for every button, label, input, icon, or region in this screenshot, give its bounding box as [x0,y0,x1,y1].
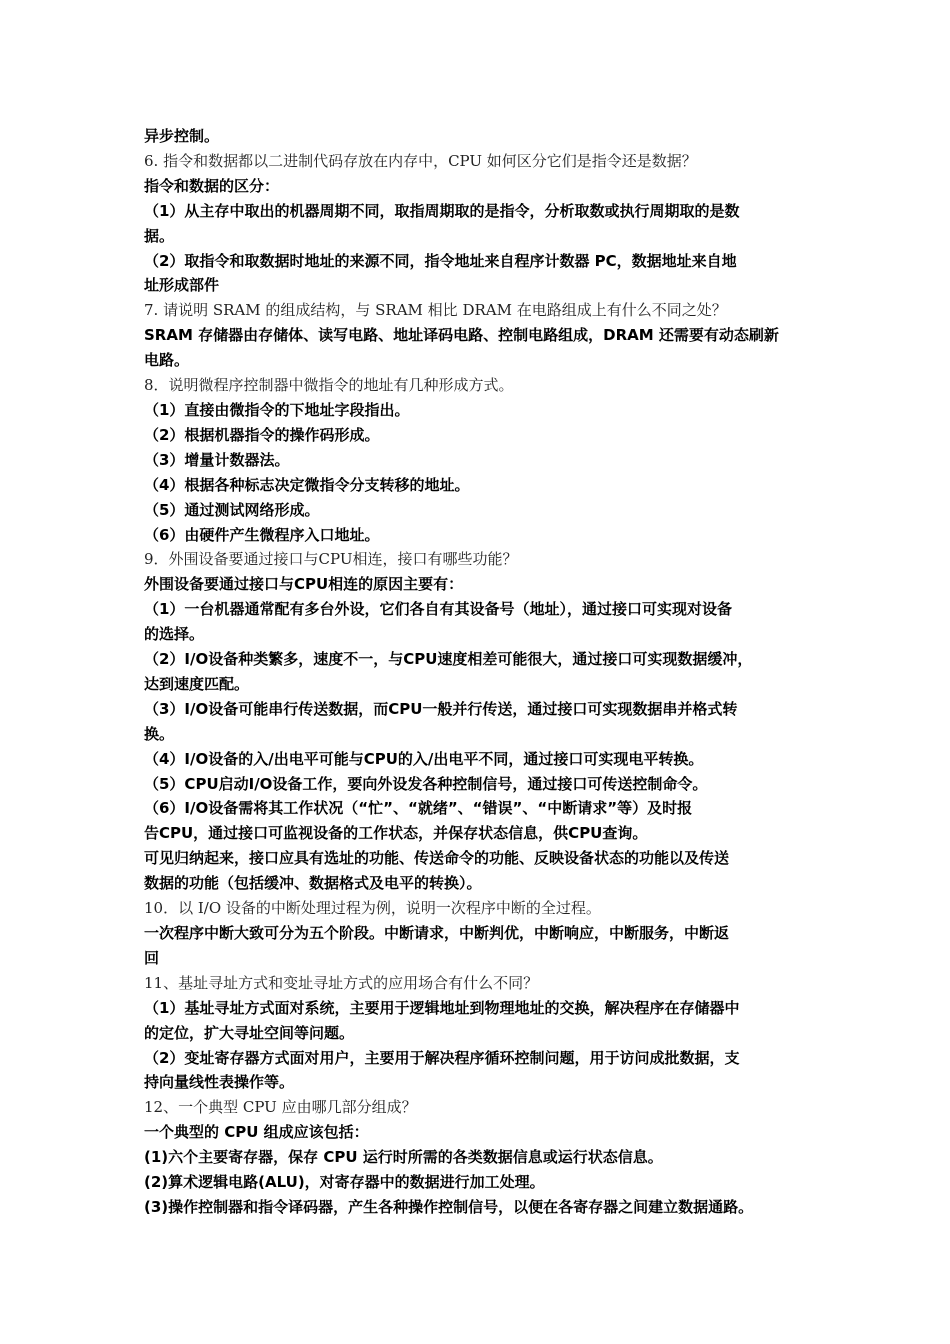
answer-line: 电路。 [144,351,190,370]
question-line: 11、基址寻址方式和变址寻址方式的应用场合有什么不同？ [144,973,539,992]
answer-line: 达到速度匹配。 [144,674,250,693]
answer-line: （2）I/O设备种类繁多，速度不一，与CPU速度相差可能很大，通过接口可实现数据缓冲， [144,650,753,669]
answer-line: （5）CPU启动I/O设备工作，要向外设发各种控制信号，通过接口可传送控制命令。 [144,774,708,793]
answer-line: 的定位，扩大寻址空间等问题。 [144,1023,355,1042]
question-line: 8．说明微程序控制器中微指令的地址有几种形成方式。 [144,376,514,395]
answer-line: （3）增量计数器法。 [144,450,290,469]
answer-line: 一次程序中断大致可分为五个阶段。中断请求，中断判优，中断响应，中断服务，中断返 [144,924,730,942]
answer-line: （1）直接由微指令的下地址字段指出。 [144,400,410,419]
answer-line: 异步控制。 [144,127,220,145]
answer-line: 外围设备要通过接口与CPU相连的原因主要有： [144,575,464,594]
answer-line: (3)操作控制器和指令译码器，产生各种操作控制信号，以便在各寄存器之间建立数据通路。 [144,1197,754,1216]
answer-line: （6）I/O设备需将其工作状况（“忙”、“就绪”、“错误”、“中断请求”等）及时报 [144,799,693,818]
answer-line: 换。 [144,724,175,743]
answer-line: 据。 [144,226,175,245]
question-line: 6. 指令和数据都以二进制代码存放在内存中，CPU 如何区分它们是指令还是数据？ [144,151,697,170]
answer-line: (1)六个主要寄存器，保存 CPU 运行时所需的各类数据信息或运行状态信息。 [144,1148,663,1167]
answer-line: （2）取指令和取数据时地址的来源不同，指令地址来自程序计数器 PC，数据地址来自地 [144,251,737,270]
answer-line: （2）变址寄存器方式面对用户，主要用于解决程序循环控制问题，用于访问成批数据，支 [144,1048,740,1067]
answer-line: （4）根据各种标志决定微指令分支转移的地址。 [144,475,470,494]
answer-line: (2)算术逻辑电路(ALU)，对寄存器中的数据进行加工处理。 [144,1173,545,1192]
answer-line: （1）从主存中取出的机器周期不同，取指周期取的是指令，分析取数或执行周期取的是数 [144,201,740,220]
answer-line: 址形成部件 [144,276,220,295]
answer-line: （3）I/O设备可能串行传送数据，而CPU一般并行传送，通过接口可实现数据串并格式转 [144,699,738,718]
answer-line: （4）I/O设备的入/出电平可能与CPU的入/出电平不同，通过接口可实现电平转换。 [144,749,704,768]
answer-line: 可见归纳起来，接口应具有选址的功能、传送命令的功能、反映设备状态的功能以及传送 [144,849,730,868]
question-line: 10．以 I/O 设备的中断处理过程为例，说明一次程序中断的全过程。 [144,899,601,918]
answer-line: 回 [144,948,160,967]
answer-line: 持向量线性表操作等。 [144,1073,295,1092]
answer-line: 告CPU，通过接口可监视设备的工作状态，并保存状态信息，供CPU查询。 [144,824,648,843]
question-line: 7. 请说明 SRAM 的组成结构，与 SRAM 相比 DRAM 在电路组成上有什么不同之处？ [144,301,727,320]
answer-line: （1）基址寻址方式面对系统，主要用于逻辑地址到物理地址的交换，解决程序在存储器中 [144,998,740,1017]
answer-line: （5）通过测试网络形成。 [144,500,320,519]
answer-line: 的选择。 [144,625,205,644]
answer-line: （6）由硬件产生微程序入口地址。 [144,525,380,544]
question-line: 12、一个典型 CPU 应由哪几部分组成？ [144,1098,417,1117]
answer-line: 一个典型的 CPU 组成应该包括： [144,1123,369,1142]
answer-line: （1）一台机器通常配有多台外设，它们各自有其设备号（地址），通过接口可实现对设备 [144,600,732,619]
answer-line: SRAM 存储器由存储体、读写电路、地址译码电路、控制电路组成，DRAM 还需要有动态刷新 [144,326,779,345]
answer-line: 指令和数据的区分： [144,176,280,195]
answer-line: （2）根据机器指令的操作码形成。 [144,425,380,444]
answer-line: 数据的功能（包括缓冲、数据格式及电平的转换）。 [144,874,482,893]
document-body [144,124,816,1220]
question-line: 9．外围设备要通过接口与CPU相连，接口有哪些功能？ [144,550,518,569]
